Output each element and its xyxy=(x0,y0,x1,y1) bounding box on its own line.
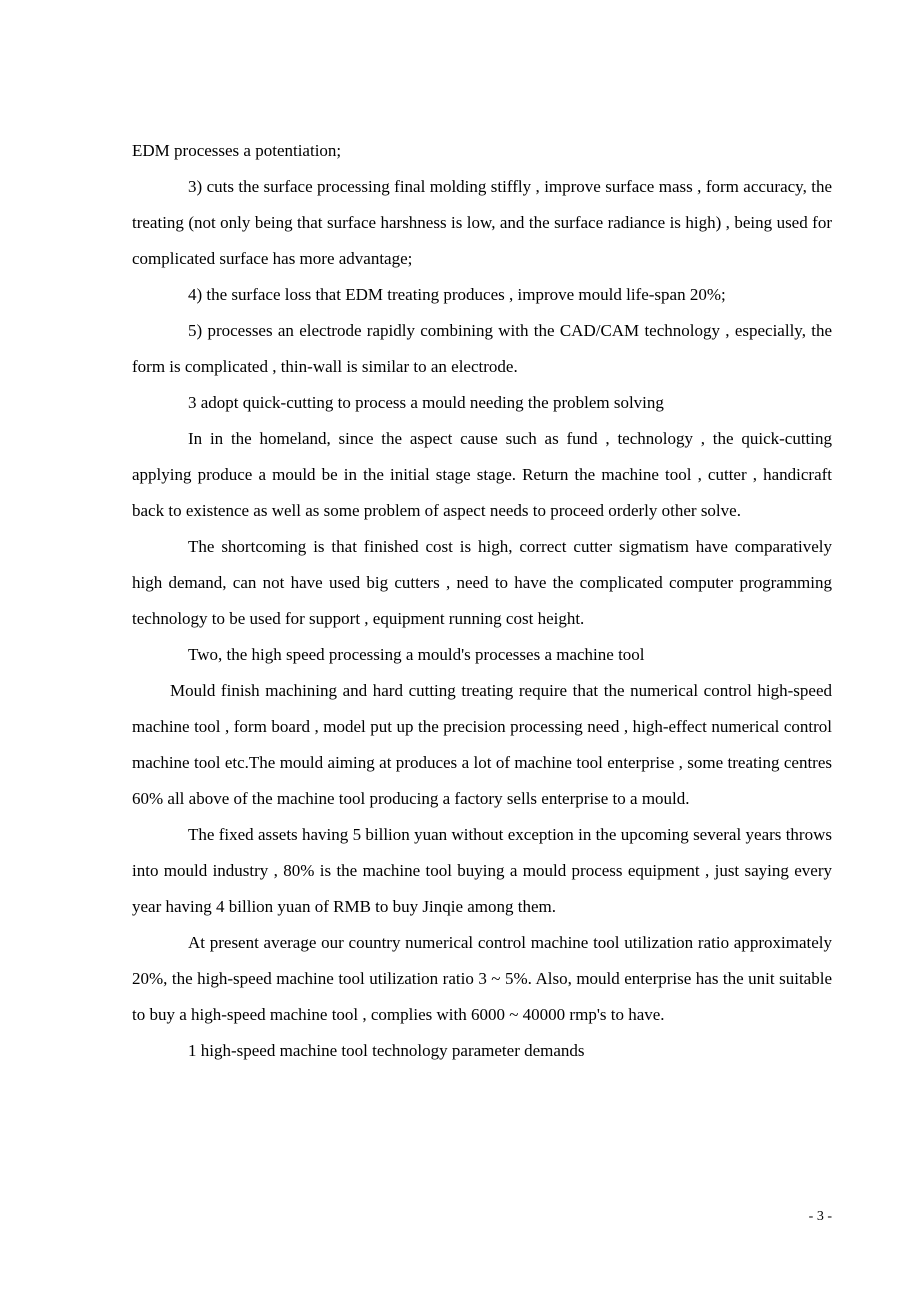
paragraph-item-4: 4) the surface loss that EDM treating produces , improve mould life-span 20%; xyxy=(188,285,726,304)
paragraph-fixed-assets: The fixed assets having 5 billion yuan without exception in the upcoming several years throws into mould industry , 80% is the machine tool buying a mould process equipment , just saying every year having 4 billion yuan of RMB to buy Jinqie among them. xyxy=(132,825,832,916)
paragraph-item-5: 5) processes an electrode rapidly combining with the CAD/CAM technology , especially, the form is complicated , thin-wall is similar to an electrode. xyxy=(132,321,832,376)
section-heading-high-speed-processing: Two, the high speed processing a mould's processes a machine tool xyxy=(188,645,645,664)
paragraph-shortcoming: The shortcoming is that finished cost is high, correct cutter sigmatism have comparatively high demand, can not have used big cutters , need to have the complicated computer programming technology to be used for support , equipment running cost height. xyxy=(132,537,832,628)
paragraph-mould-finish: Mould finish machining and hard cutting treating require that the numerical control high-speed machine tool , form board , model put up the precision processing need , high-effect numerical control machine tool etc.The mould aiming at produces a lot of machine tool enterprise , some treating centres 60% all above of the machine tool producing a factory sells enterprise to a mould. xyxy=(132,681,832,808)
section-heading-parameter-demands: 1 high-speed machine tool technology parameter demands xyxy=(188,1041,585,1060)
body-text xyxy=(132,133,832,1069)
paragraph-utilization-ratio: At present average our country numerical control machine tool utilization ratio approximately 20%, the high-speed machine tool utilization ratio 3 ~ 5%. Also, mould enterprise has the unit suitable to buy a high-speed machine tool , complies with 6000 ~ 40000 rmp's to have. xyxy=(132,933,832,1024)
paragraph-homeland: In in the homeland, since the aspect cause such as fund , technology , the quick-cutting applying produce a mould be in the initial stage stage. Return the machine tool , cutter , handicraft back to existence as well as some problem of aspect needs to proceed orderly other solve. xyxy=(132,429,832,520)
paragraph-item-3: 3) cuts the surface processing final molding stiffly , improve surface mass , form accuracy, the treating (not only being that surface harshness is low, and the surface radiance is high) , being used for complicated surface has more advantage; xyxy=(132,177,832,268)
section-heading-quick-cutting: 3 adopt quick-cutting to process a mould needing the problem solving xyxy=(188,393,664,412)
page-number: - 3 - xyxy=(808,1209,832,1224)
paragraph-edm-potentiation: EDM processes a potentiation; xyxy=(132,141,342,160)
